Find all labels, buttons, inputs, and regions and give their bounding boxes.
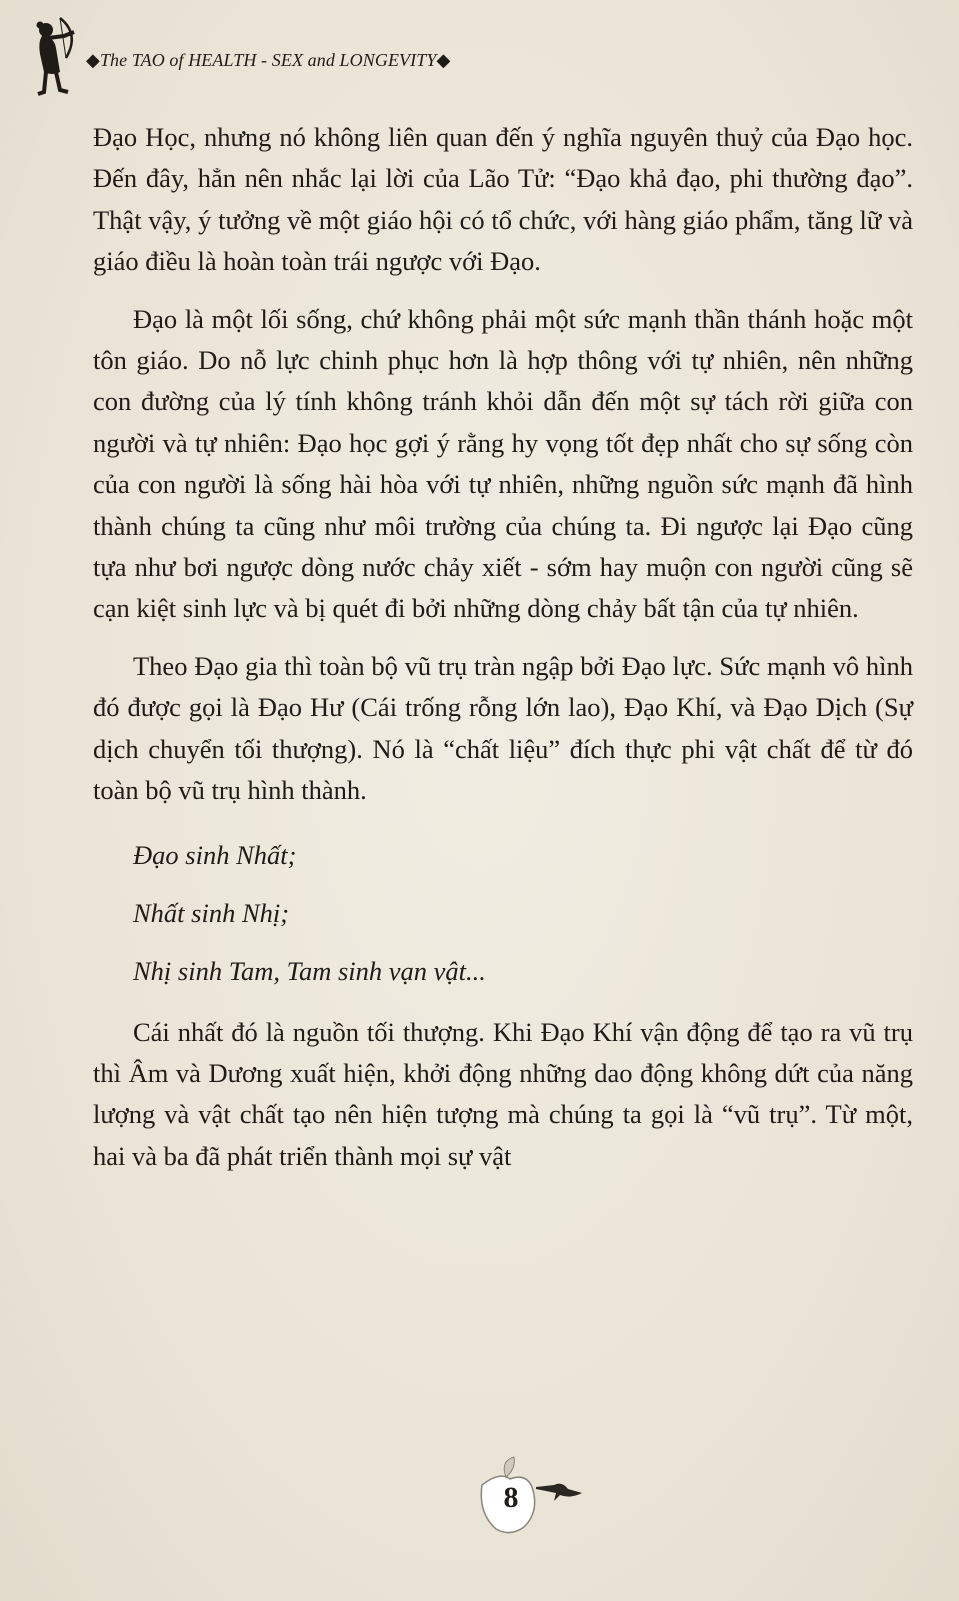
running-title: ◆The TAO of HEALTH - SEX and LONGEVITY◆ bbox=[86, 50, 451, 70]
running-header bbox=[30, 14, 730, 98]
body-text bbox=[93, 117, 913, 1177]
verse-quote bbox=[133, 826, 913, 1000]
peach-ornament-icon bbox=[470, 1455, 610, 1545]
verse-line-1: Đạo sinh Nhất; bbox=[133, 839, 297, 870]
archer-figure-icon bbox=[30, 14, 90, 98]
paragraph-3: Theo Đạo gia thì toàn bộ vũ trụ tràn ngập bởi Đạo lực. Sức mạnh vô hình đó được gọi là Đạo Hư (Cái trống rỗng lớn lao), Đạo Khí, và Đạo Dịch (Sự dịch chuyển tối thượng). Nó là “chất liệu” đích thực phi vật chất để từ đó toàn bộ vũ trụ hình thành. bbox=[93, 650, 913, 806]
closing-paragraph: Cái nhất đó là nguồn tối thượng. Khi Đạo Khí vận động để tạo ra vũ trụ thì Âm và Dương xuất hiện, khởi động những dao động không dứt của năng lượng và vật chất tạo nên hiện tượng mà chúng ta gọi là “vũ trụ”. Từ một, hai và ba đã phát triển thành mọi sự vật bbox=[93, 1016, 913, 1171]
paragraph-2: Đạo là một lối sống, chứ không phải một sức mạnh thần thánh hoặc một tôn giáo. Do nỗ lực chinh phục hơn là hợp thông với tự nhiên, nên những con đường của lý tính không tránh khỏi dẫn đến một sự tách rời giữa con người và tự nhiên: Đạo học gợi ý rằng hy vọng tốt đẹp nhất cho sự sống còn của con người là sống hài hòa với tự nhiên, những nguồn sức mạnh đã hình thành chúng ta cũng như môi trường của chúng ta. Đi ngược lại Đạo cũng tựa như bơi ngược dòng nước chảy xiết - sớm hay muộn con người cũng sẽ cạn kiệt sinh lực và bị quét đi bởi những dòng chảy bất tận của tự nhiên. bbox=[93, 303, 913, 624]
page-footer bbox=[470, 1455, 610, 1545]
paragraph-1: Đạo Học, nhưng nó không liên quan đến ý nghĩa nguyên thuỷ của Đạo học. Đến đây, hẳn nên nhắc lại lời của Lão Tử: “Đạo khả đạo, phi thường đạo”. Thật vậy, ý tưởng về một giáo hội có tổ chức, với hàng giáo phẩm, tăng lữ và giáo điều là hoàn toàn trái ngược với Đạo. bbox=[93, 122, 913, 277]
verse-line-3: Nhị sinh Tam, Tam sinh vạn vật... bbox=[133, 955, 486, 986]
page-number: 8 bbox=[503, 1481, 519, 1514]
verse-line-2: Nhất sinh Nhị; bbox=[133, 897, 290, 928]
